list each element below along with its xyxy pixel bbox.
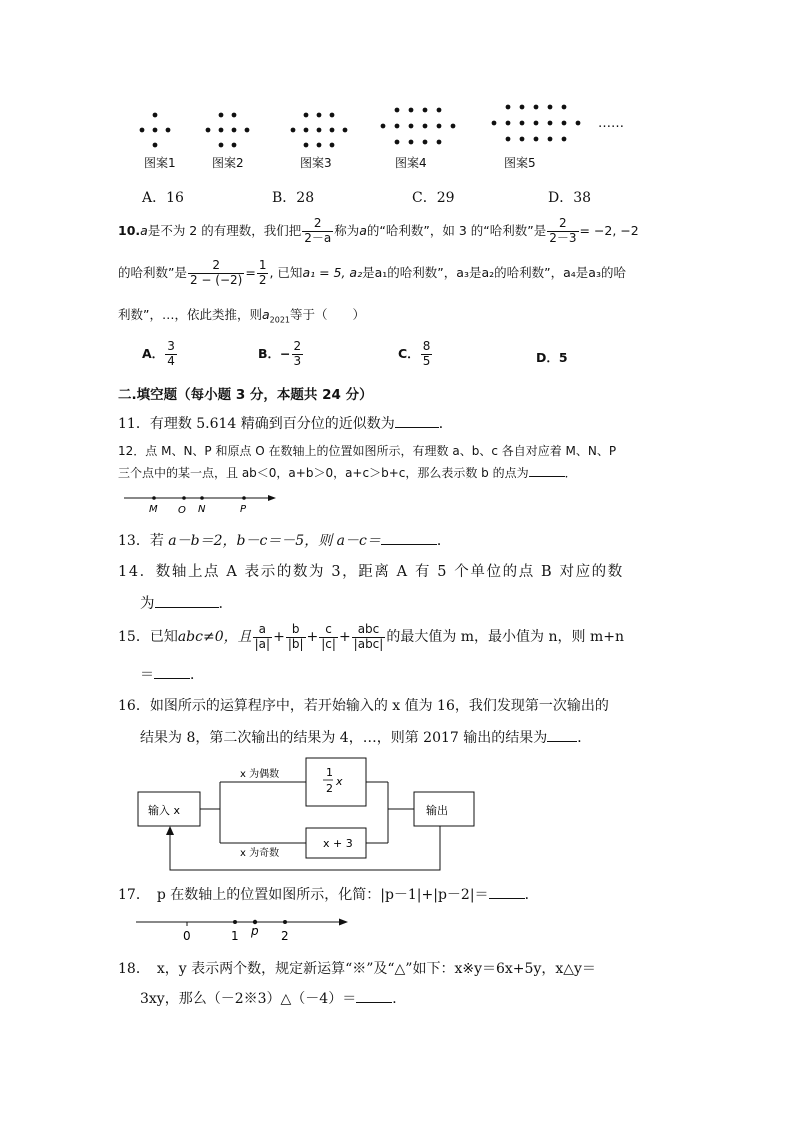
q12-answer-blank (529, 464, 565, 477)
q10-text-10: a₃是a₂的哈利数”， (456, 265, 564, 280)
q10-text-5: 的哈利数”是 (118, 265, 187, 280)
pattern-label-5: 图案5 (504, 156, 536, 170)
q17-number-line (130, 912, 360, 944)
q16-line1: 16．如图所示的运算程序中，若开始输入的 x 值为 16，我们发现第一次输出的 (118, 698, 609, 714)
q17-label-p: p (251, 924, 259, 938)
pattern-2-dots (206, 113, 250, 148)
q12-label-p: P (240, 504, 247, 515)
flow-half-var: x (336, 775, 343, 788)
q10-text-4: = −2, −2 (579, 223, 639, 238)
pattern-1-dots (140, 113, 171, 148)
q10-fraction-example: $\frac{2}{2-3}$ (549, 216, 577, 245)
q10-fraction-neg2: $\frac{2}{2 - (-2)}$ (189, 258, 243, 287)
q12-line1: 12．点 M、N、P 和原点 O 在数轴上的位置如图所示，有理数 a、b、c 各自对应着 M、N、P (118, 444, 617, 458)
q10-option-b: B．− $\frac{2}{3}$ (258, 339, 302, 368)
pattern-label-2: 图案2 (212, 156, 244, 170)
q15-tail: 的最大值为 m，最小值为 n，则 m+n (386, 629, 624, 645)
q10-a2021: a (261, 307, 270, 322)
q18-line1: 18． x，y 表示两个数，规定新运算“※”及“△”如下：x※y＝6x+5y，x△y＝ (118, 961, 596, 977)
q15-line1: 15．已知abc≠0，且 $\frac{a}{|a|}$ + $\frac{b}{|b|}$ + $\frac{c}{|c|}$ + $\frac{\text{abc}}{\text{|abc|}}$ 的最大值为 m，最小值为 n，则 m+n (118, 621, 624, 651)
q14-line1: 14．数轴上点 A 表示的数为 3，距离 A 有 5 个单位的点 B 对应的数 (118, 564, 624, 580)
q10-a2021-subscript: 2021 (269, 315, 291, 325)
q12-label-n: N (198, 504, 206, 515)
q15-frac-a: $\frac{a}{|a|}$ (254, 621, 271, 651)
q10-option-d: D．5 (536, 350, 568, 365)
flow-output-label: 输出 (426, 804, 448, 817)
flow-half-den: 2 (326, 782, 333, 795)
flow-input-label: 输入 x (148, 804, 181, 817)
q10-text-1: 是不为 2 的有理数，我们把 (147, 223, 302, 238)
q10-option-a: A． $\frac{3}{4}$ (142, 339, 175, 368)
flow-odd-label: x 为奇数 (240, 848, 280, 859)
q15-line2: ＝ ． (140, 667, 204, 683)
q10-a1: a₁ = 5, a₂ (302, 265, 363, 280)
q10-text-7: , 已知 (269, 265, 303, 280)
q12-number-line (118, 490, 288, 516)
q9-option-c: C．29 (412, 190, 455, 206)
pattern-3-dots (291, 113, 348, 148)
q11-answer-blank (395, 415, 439, 428)
q9-option-b: B．28 (272, 190, 315, 206)
q13-answer-blank (381, 532, 437, 545)
q10-fraction-harry: $\frac{2}{2-a}$ (304, 216, 332, 245)
pattern-label-4: 图案4 (395, 156, 427, 170)
q17-answer-blank (489, 886, 525, 899)
pattern-label-1: 图案1 (144, 156, 176, 170)
q17-label-0: 0 (183, 929, 191, 943)
q12-line2: 三个点中的某一点，且 ab＜0，a+b＞0，a+c＞b+c，那么表示数 b 的点为 ． (118, 466, 577, 480)
q10-text-6: = (245, 265, 256, 280)
pattern-label-3: 图案3 (300, 156, 332, 170)
q10-line3 (118, 305, 365, 325)
section2-title: 二.填空题（每小题 3 分，本题共 24 分） (118, 387, 373, 403)
q10-text-3: 的“哈利数”，如 3 的“哈利数”是 (366, 223, 547, 238)
q11: 11．有理数 5.614 精确到百分位的近似数为 ． (118, 416, 453, 432)
q13: 13．若 a－b＝2，b－c＝－5，则 a－c＝ ． (118, 533, 451, 549)
pattern-4-dots (381, 108, 456, 145)
q18-answer-blank (356, 990, 392, 1003)
q15-frac-b: $\frac{b}{|b|}$ (287, 621, 304, 651)
q15-frac-c: $\frac{c}{|c|}$ (321, 621, 336, 651)
q14-answer-blank (155, 595, 219, 608)
q9-option-d: D．38 (548, 190, 592, 206)
q10-text-11: a₄是a₃的哈 (563, 265, 626, 280)
q10-fraction-half: $\frac{1}{2}$ (258, 258, 267, 287)
q10-text-end: 等于（ ） (290, 307, 366, 322)
flow-plus3-label: x + 3 (323, 837, 353, 850)
q17-label-2: 2 (281, 929, 289, 943)
q12-label-o: O (178, 505, 186, 516)
q10-line1: 10.a是不为 2 的有理数，我们把 $\frac{2}{2-a}$ 称为a的“哈利数”，如 3 的“哈利数”是 $\frac{2}{2-3}$ = −2, −2 (118, 216, 639, 245)
q16-flowchart (130, 752, 480, 874)
q15-answer-blank (154, 666, 190, 679)
flow-even-label: x 为偶数 (240, 769, 280, 780)
q10-text-8: 是 (362, 265, 375, 280)
q10-text-line3: 利数”，…，依此类推，则 (118, 307, 262, 322)
q17: 17． p 在数轴上的位置如图所示，化简：|p－1|+|p－2|＝ ． (118, 887, 539, 903)
q12-label-m: M (149, 504, 158, 515)
q11-text: 11．有理数 5.614 精确到百分位的近似数为 (118, 416, 395, 432)
q9-option-a: A．16 (142, 190, 184, 206)
q10-text-9: a₁的哈利数”， (374, 265, 457, 280)
pattern-5-dots (492, 105, 581, 142)
q10-option-c: C． $\frac{8}{5}$ (398, 339, 431, 368)
q10-text-2: 称为 (334, 223, 360, 238)
ellipsis-text: …… (598, 116, 624, 131)
q16-answer-blank (547, 729, 577, 742)
q16-line2: 结果为 8，第二次输出的结果为 4，…，则第 2017 输出的结果为 ． (140, 730, 592, 746)
q15-condition: abc≠0，且 (177, 629, 252, 645)
q15-frac-abc: $\frac{\text{abc}}{\text{|abc|}}$ (353, 621, 384, 651)
dot-patterns-figure (120, 95, 640, 175)
q13-prefix: 13．若 (118, 533, 164, 549)
q18-line2: 3xy，那么（－2※3）△（－4）＝ ． (140, 991, 407, 1007)
q13-expression: a－b＝2，b－c＝－5，则 a－c＝ (168, 533, 381, 549)
q17-label-1: 1 (231, 929, 239, 943)
q10-number: 10. (118, 223, 141, 238)
q14-line2: 为 ． (140, 596, 233, 612)
flow-half-num: 1 (326, 766, 333, 779)
q10-line2 (118, 257, 626, 289)
